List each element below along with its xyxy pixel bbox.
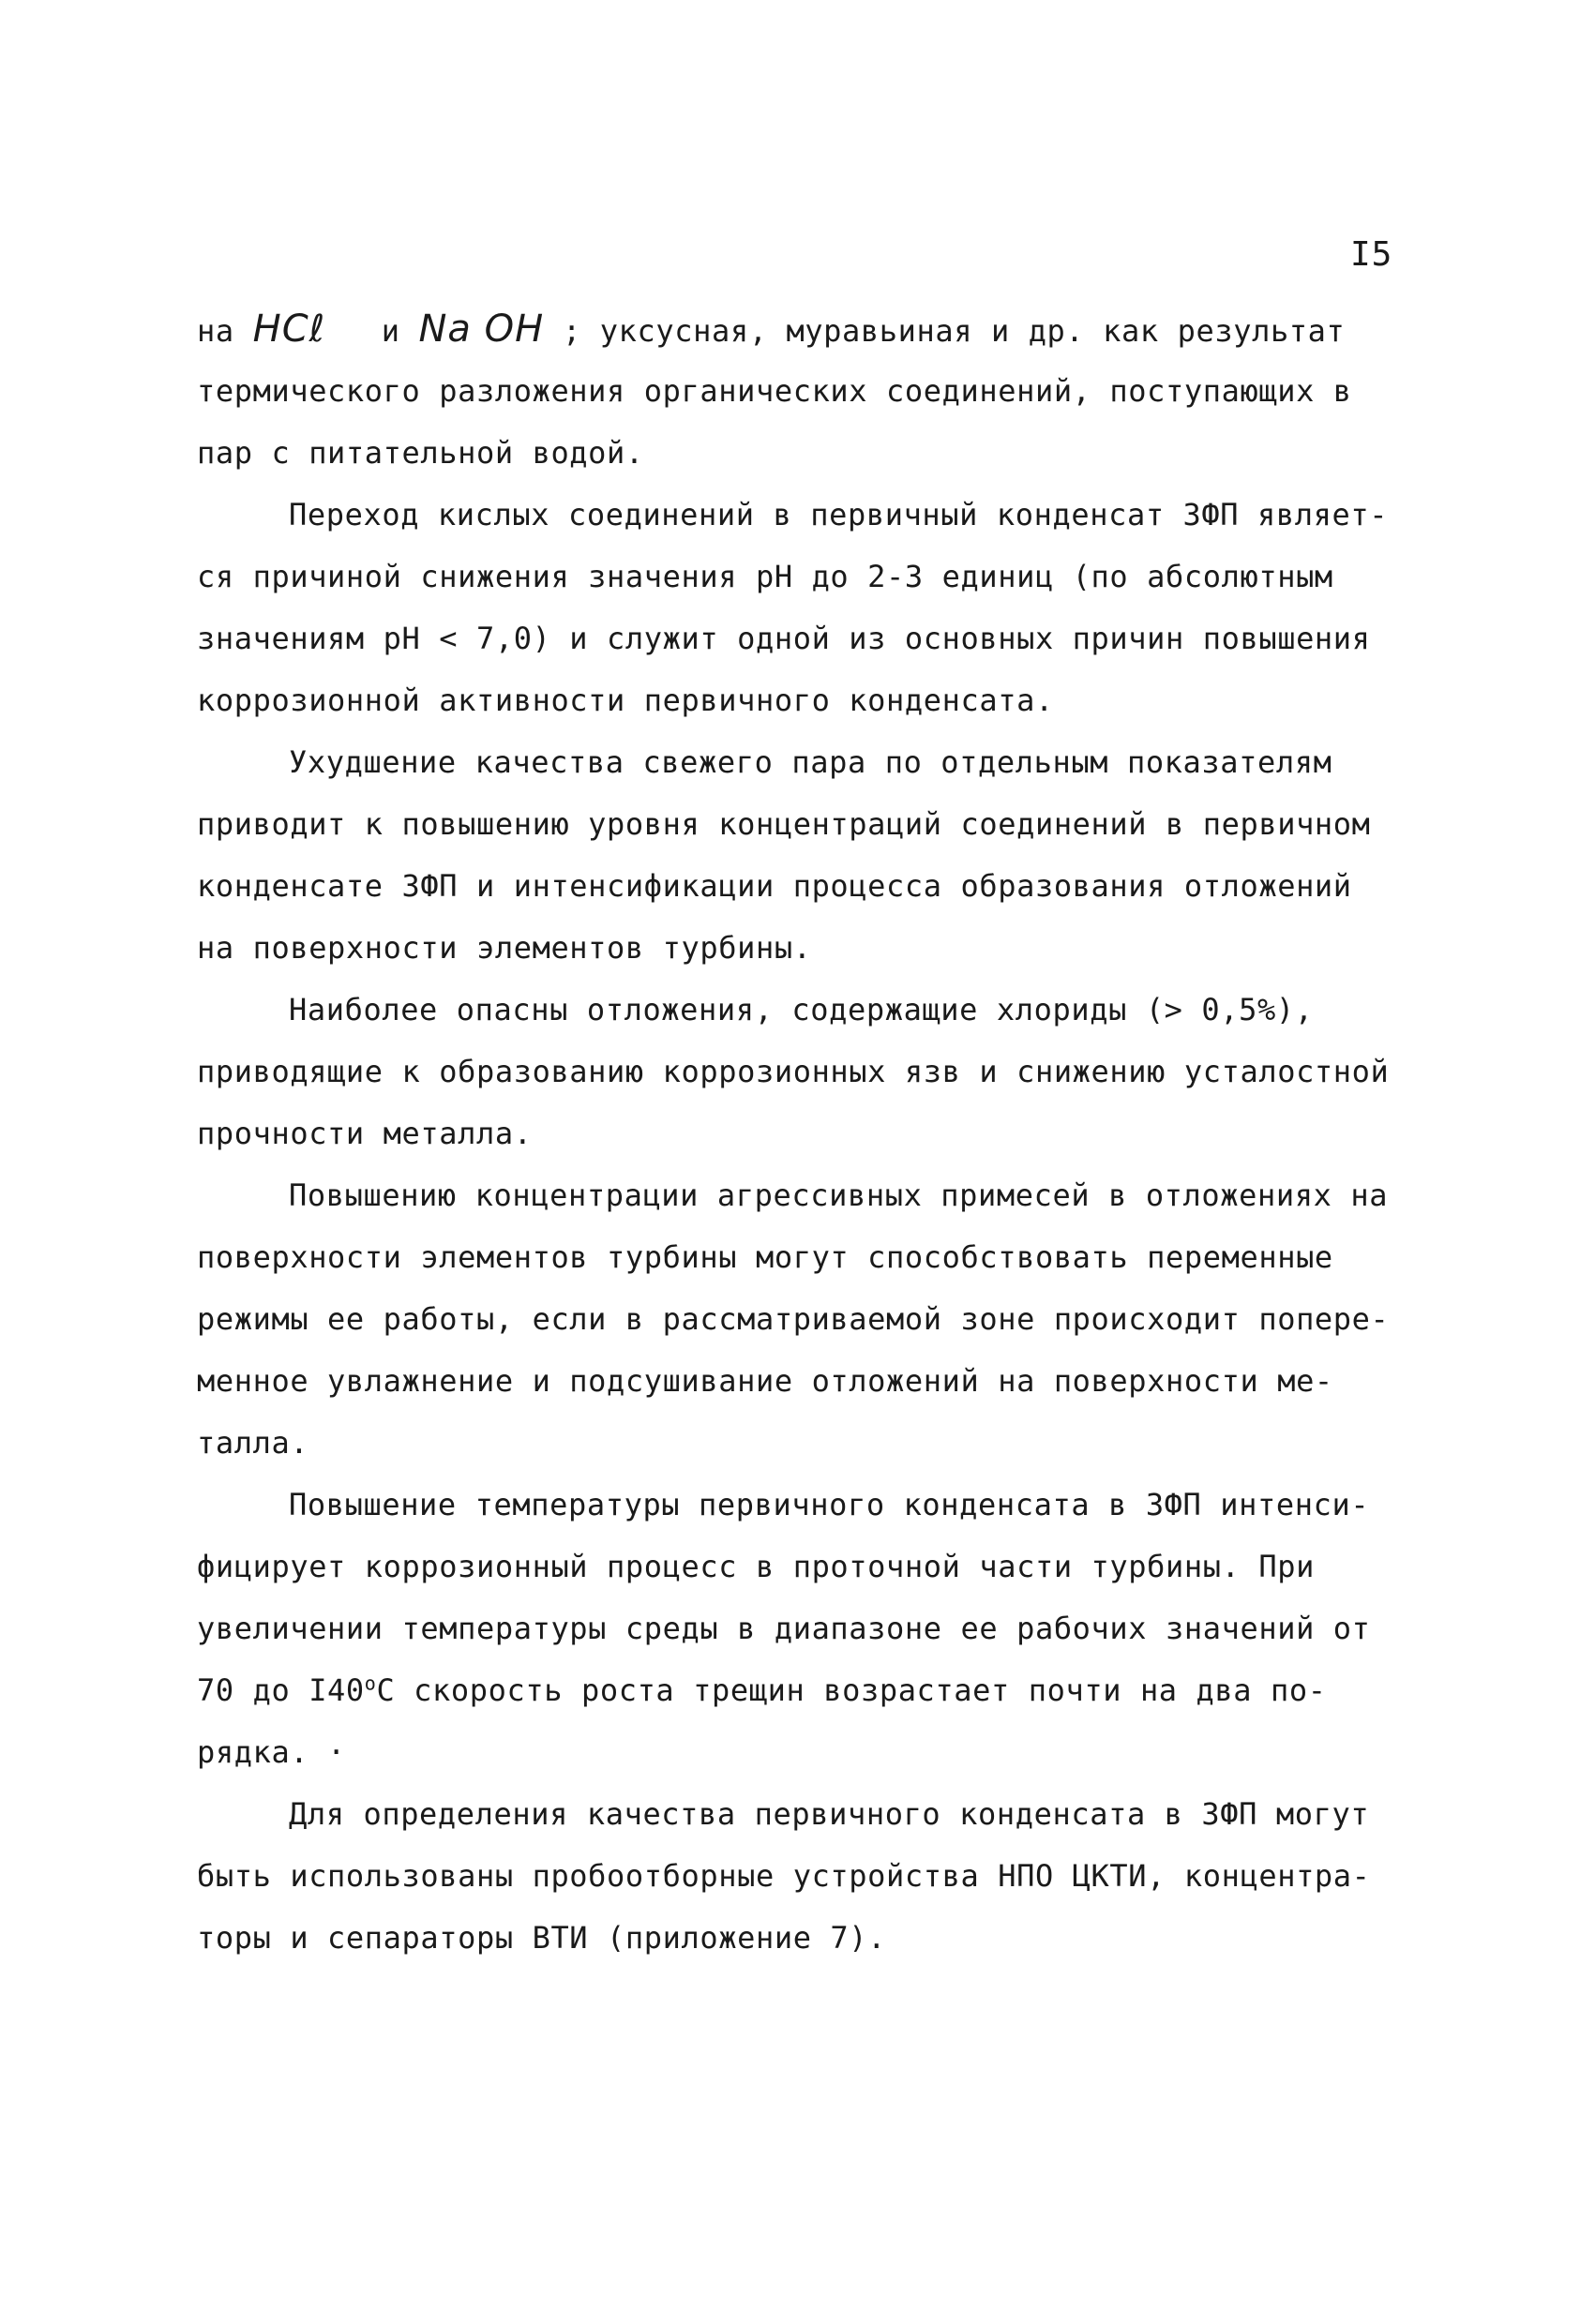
text-line: Повышение температуры первичного конденсата в ЗФП интенси-	[289, 1487, 1370, 1522]
text-line: фицирует коррозионный процесс в проточной части турбины. При	[197, 1549, 1315, 1584]
text-line: на поверхности элементов турбины.	[197, 930, 812, 966]
formula-hcl: HCℓ	[252, 307, 326, 351]
text-line: Ухудшение качества свежего пара по отдельным показателям	[289, 744, 1332, 780]
text-line: увеличении температуры среды в диапазоне ее рабочих значений от	[197, 1611, 1371, 1646]
text-fragment: С скорость роста трещин возрастает почти на два по-	[376, 1672, 1327, 1708]
page-number: I5	[1350, 235, 1393, 274]
text-line: торы и сепараторы ВТИ (приложение 7).	[197, 1920, 887, 1956]
text-line: термического разложения органических соединений, поступающих в	[197, 373, 1352, 409]
text-fragment: на	[197, 313, 253, 349]
text-line: талла.	[197, 1425, 309, 1461]
text-fragment: 70 до I40	[197, 1672, 365, 1708]
text-line: пар с питательной водой.	[197, 435, 644, 471]
text-line: Для определения качества первичного конденсата в ЗФП могут	[289, 1796, 1370, 1832]
text-line: приводит к повышению уровня концентраций соединений в первичном	[197, 806, 1371, 842]
formula-naoh: Na OH	[418, 307, 545, 351]
body-text	[197, 298, 1425, 1969]
text-line: прочности металла.	[197, 1116, 533, 1151]
degree-superscript: о	[364, 1672, 377, 1695]
text-line: коррозионной активности первичного конденсата.	[197, 682, 1054, 718]
text-line: конденсате ЗФП и интенсификации процесса образования отложений	[197, 868, 1352, 904]
text-line	[197, 1659, 1425, 1721]
text-line: режимы ее работы, если в рассматриваемой зоне происходит попере-	[197, 1301, 1390, 1337]
text-fragment: ; уксусная, муравьиная и др. как результат	[544, 313, 1346, 349]
text-line	[197, 298, 1425, 360]
text-line: значениям рН < 7,0) и служит одной из основных причин повышения	[197, 621, 1371, 656]
text-fragment: и	[325, 313, 419, 349]
text-line: поверхности элементов турбины могут способствовать переменные	[197, 1239, 1333, 1275]
text-line: ся причиной снижения значения рН до 2-3 единиц (по абсолютным	[197, 559, 1333, 594]
text-line: приводящие к образованию коррозионных язв и снижению усталостной	[197, 1054, 1390, 1089]
text-line: Переход кислых соединений в первичный конденсат ЗФП являет-	[289, 497, 1389, 532]
text-line: менное увлажнение и подсушивание отложений на поверхности ме-	[197, 1363, 1333, 1399]
text-line: Повышению концентрации агрессивных примесей в отложениях на	[289, 1177, 1389, 1213]
text-line: быть использованы пробоотборные устройства НПО ЦКТИ, концентра-	[197, 1858, 1371, 1894]
text-line: Наиболее опасны отложения, содержащие хлориды (> 0,5%),	[289, 992, 1314, 1027]
text-line: рядка. ·	[197, 1734, 346, 1770]
